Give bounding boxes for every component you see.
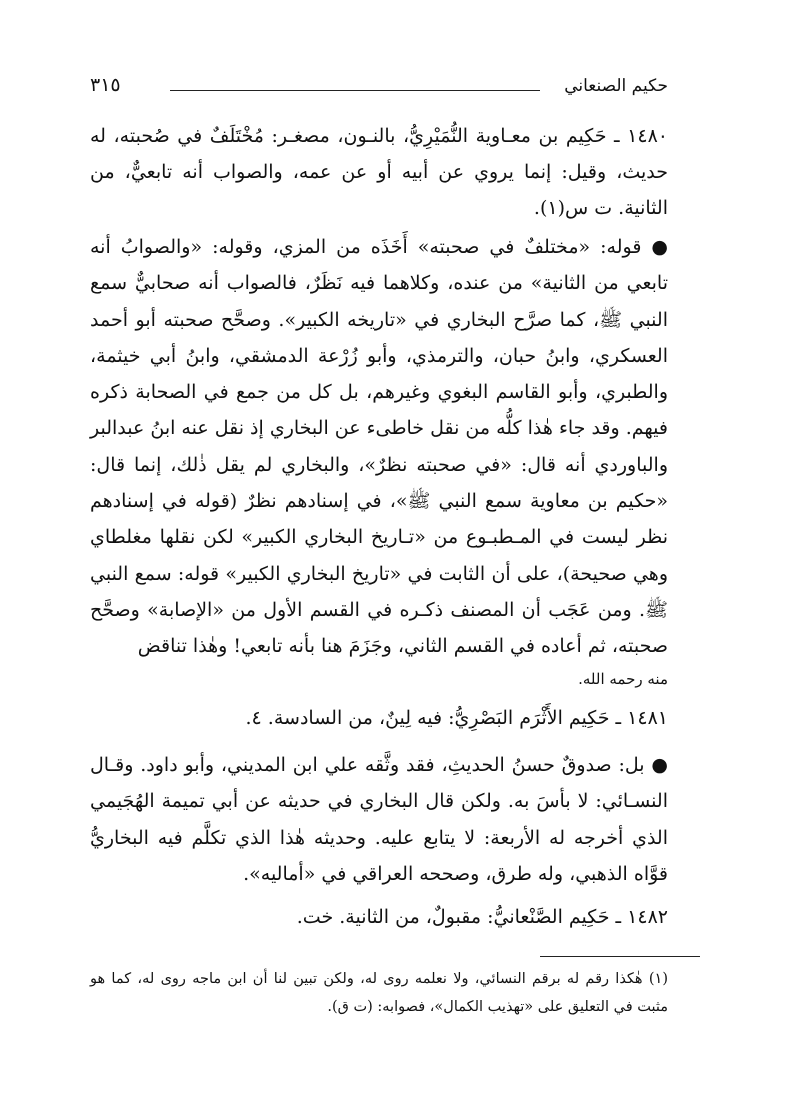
commentary-1480-tail: منه رحمه الله. xyxy=(578,669,668,688)
commentary-1480: ● قوله: «مختلفٌ في صحبته» أَخَذَه من المزي، وقوله: «والصوابُ أنه تابعي من الثانية» من عنده، وكلاهما فيه نَظَرٌ، فالصواب أنه صحابيٌّ سمع النبي ﷺ، كما صرَّح البخاري في «تاريخه الكبير». وصحَّح صحبته أبو أحمد العسكري، وابنُ حبان، والترمذي، وأبو زُرْعة الدمشقي، وابنُ أبي خيثمة، والطبري، وأبو القاسم البغوي وغيرهم، بل كل من جمع في الصحابة ذكره فيهم. وقد جاء هٰذا كلُّه من نقل خاطىء عن البخاري إذ نقل عنه ابنُ عبدالبر والباوردي أنه قال: «في صحبته نظرٌ»، والبخاري لم يقل ذٰلك، إنما قال: «حكيم بن معاوية سمع النبي ﷺ»، في إسنادهم نظرٌ (قوله في إسنادهم نظر ليست في المـطبـوع من «تـاريخ البخاري الكبير» لكن نقلها مغلطاي وهي صحيحة)، على أن الثابت في «تاريخ البخاري الكبير» قوله: سمع النبي ﷺ. ومن عَجَب أن المصنف ذكـره في القسم الأول من «الإصابة» وصحَّح صحبته، ثم أعاده في القسم الثاني، وجَزَمَ هنا بأنه تابعي! وهٰذا تناقض xyxy=(89,236,668,658)
entry-1480-block xyxy=(90,118,668,226)
footnote-separator xyxy=(540,956,700,957)
entry-1481: ١٤٨١ ـ حَكِيم الأَثْرَم البَصْرِيُّ: فيه لِينٌ، من السادسة. ٤. xyxy=(245,707,668,729)
entry-1480: ١٤٨٠ ـ حَكِيم بن معـاوية النُّمَيْرِيُّ، بالنـون، مصغـر: مُخْتَلَفٌ في صُحبته، له حديث، وقيل: إنما يروي عن أبيه أو عن عمه، والصواب أنه تابعيٌّ، من الثانية. ت س(١). xyxy=(90,125,668,219)
entry-1481-block xyxy=(90,700,668,736)
footnotes xyxy=(90,965,668,1021)
entry-1482-block xyxy=(90,899,668,935)
footnote-1: (١) هٰكذا رقم له برقم النسائي، ولا نعلمه روى له، ولكن تبين لنا أن ابن ماجه روى له، كما هو مثبت في التعليق على «تهذيب الكمال»، فصوابه: (ت ق). xyxy=(90,971,668,1015)
page-number: ٣١٥ xyxy=(90,74,121,96)
running-header xyxy=(90,70,668,104)
header-title: حكيم الصنعاني xyxy=(564,76,668,96)
header-rule xyxy=(170,90,540,91)
commentary-1480-block xyxy=(90,229,668,693)
commentary-1481: ● بل: صدوقٌ حسنُ الحديثِ، فقد وثَّقه علي ابن المديني، وأبو داود. وقـال النسـائي: لا بأسَ به. ولكن قال البخاري في حديثه عن أبي تميمة الهُجَيمي الذي أخرجه له الأربعة: لا يتابع عليه. وحديثه هٰذا الذي تكلَّم فيه البخاريُّ قوَّاه الذهبي، وله طرق، وصححه العراقي في «أماليه». xyxy=(90,754,668,885)
commentary-1481-block xyxy=(90,747,668,892)
entry-1482: ١٤٨٢ ـ حَكِيم الصَّنْعانيُّ: مقبولٌ، من الثانية. خت. xyxy=(296,906,668,928)
